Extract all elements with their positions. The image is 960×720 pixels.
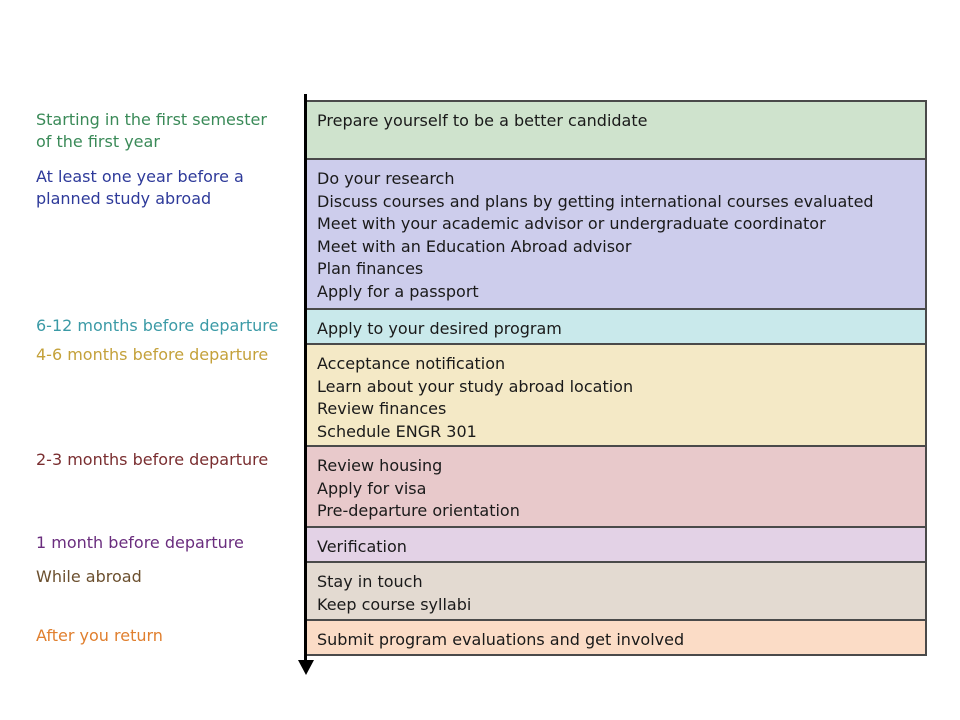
- stage-box-1-month: [307, 526, 927, 563]
- step-item: Meet with an Education Abroad advisor: [317, 236, 632, 256]
- step-item: Review housing: [317, 456, 443, 475]
- step-item: Apply for a passport: [317, 281, 479, 301]
- stage-label-6-12-months: 6-12 months before departure: [36, 316, 279, 335]
- stage-label-1-month: 1 month before departure: [36, 533, 244, 552]
- stage-label-2-3-months: 2-3 months before departure: [36, 450, 269, 469]
- step-item: Stay in touch: [317, 572, 423, 591]
- step-item: Do your research: [317, 169, 455, 188]
- stage-box-one-year-before: [307, 158, 927, 310]
- step-item: Learn about your study abroad location: [317, 376, 634, 396]
- stage-box-6-12-months: [307, 308, 927, 345]
- stage-label-first-semester: Starting in the first semester of the first year: [36, 110, 267, 151]
- timeline-arrow-down-icon: [298, 660, 314, 675]
- stage-box-while-abroad: [307, 561, 927, 621]
- step-item: Discuss courses and plans by getting international courses evaluated: [317, 191, 874, 211]
- stage-label-after-return: After you return: [36, 626, 163, 645]
- step-item: Meet with your academic advisor or undergraduate coordinator: [317, 214, 826, 233]
- step-item: Review finances: [317, 399, 447, 418]
- step-item: Acceptance notification: [317, 354, 506, 373]
- step-item: Keep course syllabi: [317, 594, 472, 614]
- step-item: Schedule ENGR 301: [317, 421, 477, 441]
- step-item: Plan finances: [317, 259, 424, 278]
- step-item: Prepare yourself to be a better candidate: [317, 111, 648, 130]
- stage-box-after-return: [307, 619, 927, 656]
- step-item: Pre-departure orientation: [317, 501, 520, 520]
- stage-label-while-abroad: While abroad: [36, 567, 142, 586]
- stage-box-first-semester: [307, 100, 927, 160]
- stage-label-one-year-before: At least one year before a planned study abroad: [36, 167, 244, 208]
- stage-label-4-6-months: 4-6 months before departure: [36, 345, 269, 364]
- step-item: Submit program evaluations and get involved: [317, 630, 685, 649]
- step-item: Apply for visa: [317, 478, 427, 498]
- step-item: Verification: [317, 537, 407, 556]
- step-item: Apply to your desired program: [317, 319, 562, 338]
- stage-box-4-6-months: [307, 343, 927, 447]
- stage-box-2-3-months: [307, 445, 927, 528]
